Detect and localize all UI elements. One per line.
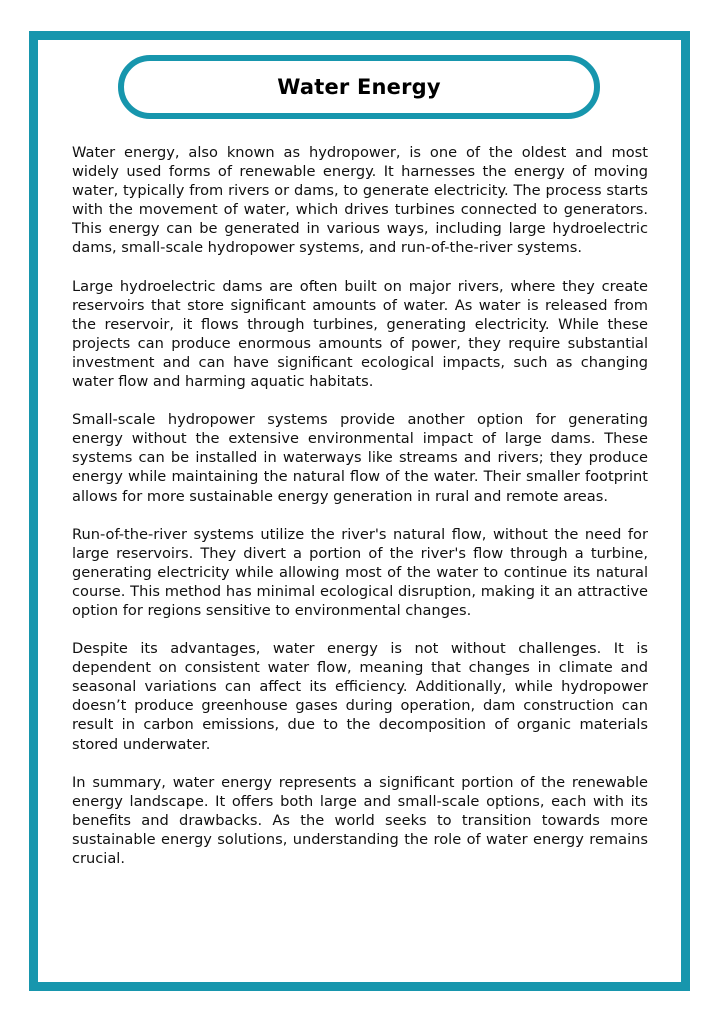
paragraph-summary: In summary, water energy represents a significant portion of the renewable energy landscape. It offers both large and small-scale options, each with its benefits and drawbacks. As the world seeks to transition towards more sustainable energy solutions, understanding the role of water energy remains crucial. bbox=[72, 773, 648, 867]
paragraph-intro: Water energy, also known as hydropower, is one of the oldest and most widely used forms of renewable energy. It harnesses the energy of moving water, typically from rivers or dams, to generate electricity. The process starts with the movement of water, which drives turbines connected to generators. This energy can be generated in various ways, including large hydroelectric dams, small-scale hydropower systems, and run-of-the-river systems. bbox=[72, 144, 648, 257]
paragraph-run-of-river: Run-of-the-river systems utilize the river's natural flow, without the need for large reservoirs. They divert a portion of the river's flow through a turbine, generating electricity while allowing most of the water to continue its natural course. This method has minimal ecological disruption, making it an attractive option for regions sensitive to environmental changes. bbox=[72, 525, 648, 619]
paragraph-small-scale: Small-scale hydropower systems provide another option for generating energy without the extensive environmental impact of large dams. These systems can be installed in waterways like streams and rivers; they produce energy while maintaining the natural flow of the water. Their smaller footprint allows for more sustainable energy generation in rural and remote areas. bbox=[72, 411, 648, 505]
paragraph-challenges: Despite its advantages, water energy is not without challenges. It is dependent on consistent water flow, meaning that changes in climate and seasonal variations can affect its efficiency. Additionally, while hydropower doesn’t produce greenhouse gases during operation, dam construction can result in carbon emissions, due to the decomposition of organic materials stored underwater. bbox=[72, 640, 648, 753]
article-body bbox=[72, 143, 648, 887]
page-title: Water Energy bbox=[277, 75, 441, 99]
title-banner bbox=[118, 55, 600, 119]
paragraph-large-dams: Large hydroelectric dams are often built on major rivers, where they create reservoirs that store significant amounts of water. As water is released from the reservoir, it flows through turbines, generating electricity. While these projects can produce enormous amounts of power, they require substantial investment and can have significant ecological impacts, such as changing water flow and harming aquatic habitats. bbox=[72, 277, 648, 391]
